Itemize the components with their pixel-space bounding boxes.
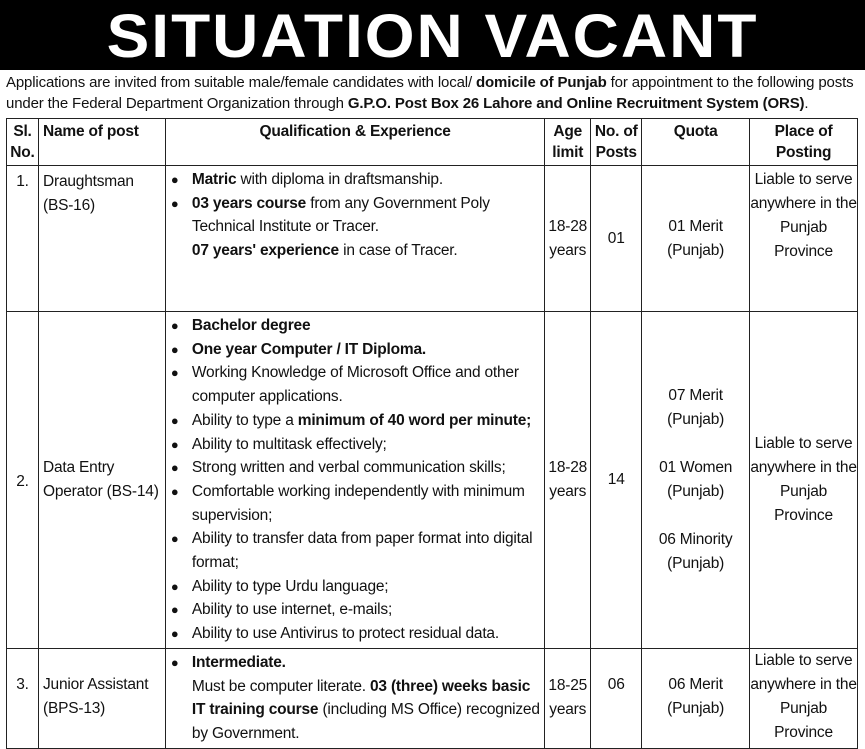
row-age (545, 648, 591, 748)
row-age (545, 166, 591, 312)
list-item: ● Matric with diploma in draftsmanship. (170, 168, 542, 192)
quota-region: (Punjab) (667, 410, 725, 428)
header-place: Place of Posting (750, 119, 858, 166)
intro-paragraph (6, 72, 860, 114)
row-sl: 2. (7, 312, 39, 649)
banner (0, 0, 865, 70)
list-item: ● Bachelor degree (170, 314, 542, 338)
list-item: ● Ability to transfer data from paper format into digital format; (170, 527, 542, 574)
row-qualification (165, 166, 544, 312)
list-item: ● Ability to multitask effectively; (170, 433, 542, 457)
list-item: ● Strong written and verbal communication skills; (170, 456, 542, 480)
quota-region: (Punjab) (667, 699, 725, 717)
row-quota (642, 312, 750, 649)
posts-table (6, 118, 858, 749)
header-posts: No. of Posts (591, 119, 642, 166)
quota-region: (Punjab) (667, 554, 725, 572)
quota-region: (Punjab) (667, 241, 725, 259)
intro-text-3: . (804, 95, 809, 112)
intro-domicile: domicile of Punjab (475, 74, 607, 91)
row-posts: 06 (591, 648, 642, 748)
header-quota: Quota (642, 119, 750, 166)
row-place: Liable to serve anywhere in the Punjab Province (750, 312, 858, 649)
intro-text-2: for appointment to the following posts under the Federal Department Organization through (6, 74, 854, 112)
list-item: ● Intermediate. (170, 651, 542, 675)
age-range: 18-28 (548, 458, 588, 476)
row-post-name (38, 312, 165, 649)
list-item: ● One year Computer / IT Diploma. (170, 338, 542, 362)
age-range: 18-28 (548, 217, 588, 235)
banner-title: SITUATION VACANT (106, 1, 759, 71)
row-posts: 14 (591, 312, 642, 649)
quota-line: 01 Merit (668, 217, 723, 235)
header-name: Name of post (38, 119, 165, 166)
list-item: ● Comfortable working independently with minimum supervision; (170, 480, 542, 527)
age-unit: years (549, 701, 587, 719)
list-item: ● Ability to use Antivirus to protect residual data. (170, 622, 542, 646)
post-grade: Operator (BS-14) (42, 482, 159, 500)
header-age: Age limit (545, 119, 591, 166)
list-item: Must be computer literate. 03 (three) weeks basic IT training course (including MS Office) recognized by Government. (191, 677, 540, 742)
list-item: ● Working Knowledge of Microsoft Office and other computer applications. (170, 361, 542, 408)
list-item: ● 03 years course from any Government Poly Technical Institute or Tracer. (170, 192, 542, 239)
quota-line: 06 Merit (668, 675, 723, 693)
intro-text-1: Applications are invited from suitable male/female candidates with local/ (6, 74, 476, 91)
row-sl: 1. (7, 166, 39, 312)
table-row (7, 312, 858, 649)
post-name-line: Data Entry (42, 458, 115, 476)
quota-line: 07 Merit (668, 386, 723, 404)
post-name-line: Junior Assistant (42, 675, 149, 693)
list-item: ● Ability to use internet, e-mails; (170, 598, 542, 622)
quota-line: 01 Women (659, 458, 733, 476)
row-quota (642, 166, 750, 312)
row-sl: 3. (7, 648, 39, 748)
quota-region: (Punjab) (667, 482, 725, 500)
age-range: 18-25 (548, 677, 588, 695)
table-row (7, 166, 858, 312)
row-place: Liable to serve anywhere in the Punjab Province (750, 166, 858, 312)
row-place: Liable to serve anywhere in the Punjab Province (750, 648, 858, 748)
list-item: ● Ability to type Urdu language; (170, 575, 542, 599)
post-grade: (BS-16) (42, 197, 95, 214)
list-item: ● Ability to type a minimum of 40 word per minute; (170, 409, 542, 433)
list-item: 07 years' experience in case of Tracer. (191, 242, 458, 260)
post-grade: (BPS-13) (42, 699, 106, 717)
row-post-name (38, 166, 165, 312)
row-posts: 01 (591, 166, 642, 312)
row-qualification (165, 648, 544, 748)
quota-line: 06 Minority (658, 530, 733, 548)
age-unit: years (549, 241, 587, 259)
header-sl: Sl. No. (7, 119, 39, 166)
row-qualification (165, 312, 544, 649)
row-quota (642, 648, 750, 748)
age-unit: years (549, 482, 587, 500)
row-age (545, 312, 591, 649)
post-name-line: Draughtsman (42, 173, 134, 190)
intro-postbox: G.P.O. Post Box 26 Lahore and Online Recruitment System (ORS) (347, 95, 805, 112)
row-post-name (38, 648, 165, 748)
table-row (7, 648, 858, 748)
table-header-row (7, 119, 858, 166)
header-qual: Qualification & Experience (165, 119, 544, 166)
